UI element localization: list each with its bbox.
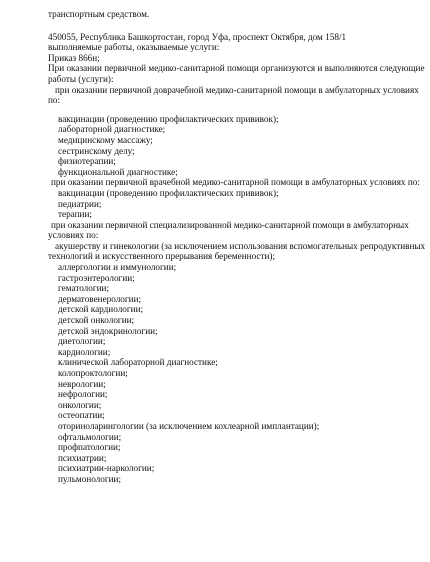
spec-item: детской онкологии; xyxy=(58,315,135,326)
spec-item: колопроктологии; xyxy=(58,368,128,378)
spec-heading-line-2: условиях по: xyxy=(48,230,99,241)
spec-item: профпатологии; xyxy=(58,442,121,453)
spec-item: остеопатии; xyxy=(58,410,105,421)
address-line: 450055, Республика Башкортостан, город Уфа, проспект Октября, дом 158/1 xyxy=(48,31,347,42)
prevrach-heading-line-2: по: xyxy=(48,95,61,106)
prevrach-item: лабораторной диагностике; xyxy=(58,124,166,135)
spec-item: детской кардиологии; xyxy=(58,304,144,315)
spec-first-item-line-2: технологий и искусственного прерывания беременности); xyxy=(48,251,276,262)
spec-item: пульмонологии; xyxy=(58,473,122,484)
spec-item: клинической лабораторной диагностике; xyxy=(58,357,218,368)
prevrach-item: функциональной диагностике; xyxy=(58,166,178,177)
prevrach-item: физиотерапии; xyxy=(58,156,116,167)
spec-item: гематологии; xyxy=(58,283,110,294)
spec-item: детской эндокринологии; xyxy=(58,325,158,336)
vrach-item: вакцинации (проведению профилактических прививок); xyxy=(58,187,279,198)
spec-item: психиатрии; xyxy=(58,452,107,463)
spec-item: неврологии; xyxy=(58,378,106,389)
spec-item: кардиологии; xyxy=(58,346,111,357)
spec-item: дерматовенерологии; xyxy=(58,293,142,304)
prevrach-item: вакцинации (проведению профилактических прививок); xyxy=(58,113,279,124)
vrach-item: терапии; xyxy=(58,209,92,220)
vrach-item: педиатрии; xyxy=(58,198,102,209)
spec-item: гастроэнтерологии; xyxy=(58,272,135,283)
spec-item: оториноларингологии (за исключением кохлеарной имплантации); xyxy=(58,420,320,431)
general-paragraph-line-1: При оказании первичной медико-санитарной помощи организуются и выполняются следующие xyxy=(48,63,425,74)
prevrach-heading-line-1: при оказании первичной доврачебной медико-санитарной помощи в амбулаторных условиях xyxy=(55,84,419,95)
intro-line: транспортным средством. xyxy=(48,9,150,19)
vrach-heading: при оказании первичной врачебной медико-санитарной помощи в амбулаторных условиях по: xyxy=(51,177,420,188)
spec-item: психиатрии-наркологии; xyxy=(58,463,155,474)
works-heading: выполняемые работы, оказываемые услуги: xyxy=(48,42,220,53)
order-reference: Приказ 866н; xyxy=(48,52,100,63)
spec-item: офтальмологии; xyxy=(58,431,122,442)
spec-heading-line-1: при оказании первичной специализированной медико-санитарной помощи в амбулаторных xyxy=(51,219,409,230)
prevrach-item: сестринскому делу; xyxy=(58,145,135,156)
prevrach-item: медицинскому массажу; xyxy=(58,134,153,145)
spec-item: онкологии; xyxy=(58,399,102,410)
general-paragraph-line-2: работы (услуги): xyxy=(48,73,114,84)
spec-item: диетологии; xyxy=(58,336,106,347)
spec-first-item-line-1: акушерству и гинекологии (за исключением использования вспомогательных репродуктивных xyxy=(55,240,426,251)
spec-item: нефрологии; xyxy=(58,389,108,400)
spec-item: аллергологии и иммунологии; xyxy=(58,262,177,273)
